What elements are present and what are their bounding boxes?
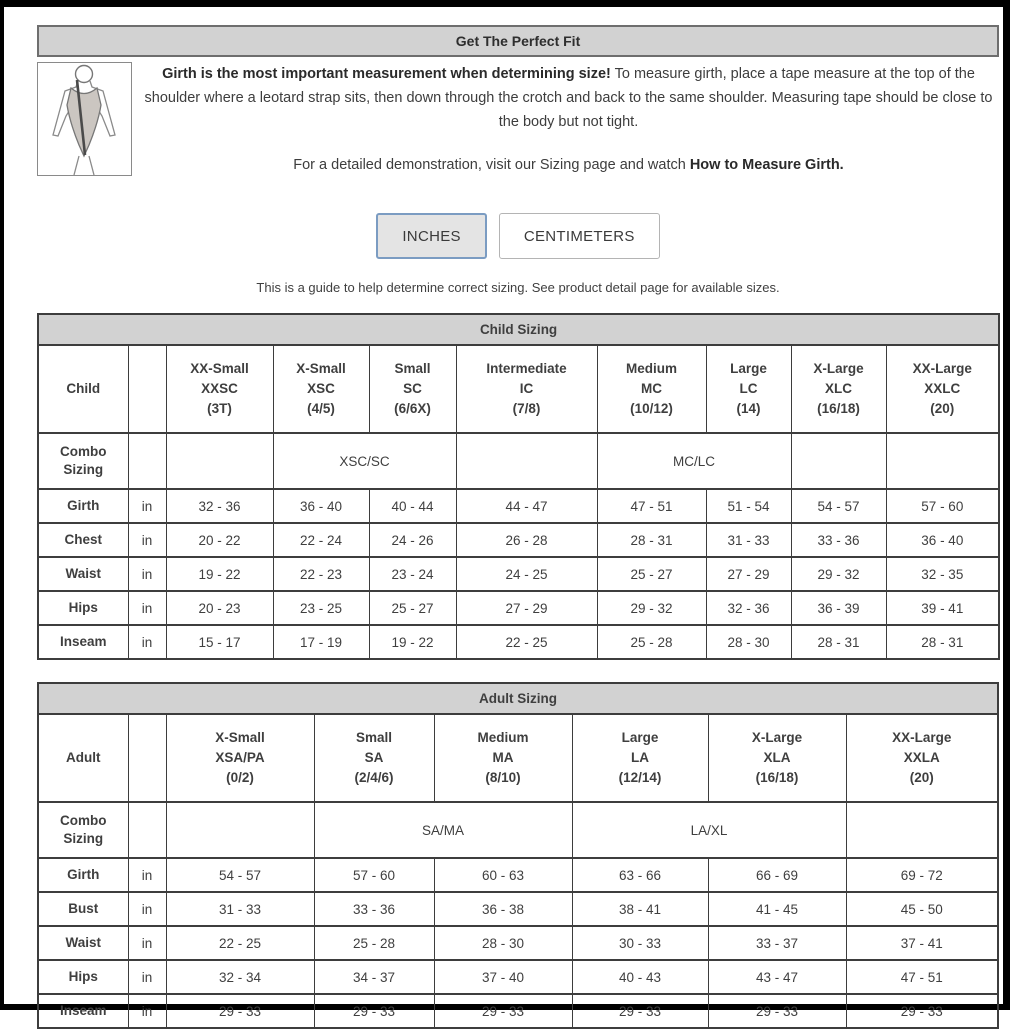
inches-button[interactable]: INCHES xyxy=(376,213,486,259)
unit-cell: in xyxy=(128,489,166,523)
demo-text: For a detailed demonstration, visit our Sizing page and watch xyxy=(293,157,690,173)
measurement-value: 20 - 22 xyxy=(166,523,273,557)
unit-toggle xyxy=(37,213,999,259)
measurement-value: 15 - 17 xyxy=(166,625,273,659)
measurement-label: Inseam xyxy=(38,625,128,659)
measurement-value: 32 - 35 xyxy=(886,557,999,591)
measurement-value: 47 - 51 xyxy=(597,489,706,523)
measurement-value: 29 - 33 xyxy=(314,994,434,1028)
measurement-value: 41 - 45 xyxy=(708,892,846,926)
combo-cell xyxy=(456,433,597,489)
measurement-value: 28 - 30 xyxy=(434,926,572,960)
measurement-value: 36 - 40 xyxy=(886,523,999,557)
measurement-value: 29 - 32 xyxy=(597,591,706,625)
size-column-header: XX-Small XXSC (3T) xyxy=(166,345,273,433)
measurement-value: 60 - 63 xyxy=(434,858,572,892)
size-column-header: X-Large XLA (16/18) xyxy=(708,714,846,802)
unit-cell: in xyxy=(128,858,166,892)
measurement-value: 22 - 25 xyxy=(456,625,597,659)
measurement-value: 25 - 28 xyxy=(314,926,434,960)
page-title-bar xyxy=(37,25,999,57)
measurement-value: 34 - 37 xyxy=(314,960,434,994)
combo-cell xyxy=(846,802,998,858)
measurement-label: Bust xyxy=(38,892,128,926)
combo-cell: SA/MA xyxy=(314,802,572,858)
page-title: Get The Perfect Fit xyxy=(455,33,581,49)
size-column-header: XX-Large XXLC (20) xyxy=(886,345,999,433)
demo-bold-text: How to Measure Girth. xyxy=(689,157,844,173)
measurement-value: 36 - 40 xyxy=(273,489,369,523)
combo-cell: LA/XL xyxy=(572,802,846,858)
size-column-header: Intermediate IC (7/8) xyxy=(456,345,597,433)
girth-lead-sentence: Girth is the most important measurement when determining size! xyxy=(162,66,611,82)
demo-line xyxy=(142,153,995,177)
measurement-value: 29 - 33 xyxy=(166,994,314,1028)
measurement-value: 38 - 41 xyxy=(572,892,708,926)
table-title: Adult Sizing xyxy=(38,683,998,714)
measurement-value: 25 - 27 xyxy=(369,591,456,625)
row-group-label: Adult xyxy=(38,714,128,802)
measurement-label: Girth xyxy=(38,858,128,892)
size-column-header: X-Small XSA/PA (0/2) xyxy=(166,714,314,802)
size-column-header: Large LC (14) xyxy=(706,345,791,433)
measurement-value: 25 - 28 xyxy=(597,625,706,659)
measurement-value: 28 - 30 xyxy=(706,625,791,659)
size-column-header: Medium MA (8/10) xyxy=(434,714,572,802)
measurement-label: Hips xyxy=(38,960,128,994)
measurement-value: 32 - 36 xyxy=(166,489,273,523)
measurement-value: 29 - 33 xyxy=(572,994,708,1028)
measurement-value: 24 - 25 xyxy=(456,557,597,591)
measurement-value: 29 - 33 xyxy=(846,994,998,1028)
combo-cell: MC/LC xyxy=(597,433,791,489)
measurement-value: 44 - 47 xyxy=(456,489,597,523)
measurement-value: 26 - 28 xyxy=(456,523,597,557)
adult-sizing-table xyxy=(37,682,999,1029)
measurement-value: 40 - 44 xyxy=(369,489,456,523)
measurement-value: 28 - 31 xyxy=(886,625,999,659)
measurement-value: 63 - 66 xyxy=(572,858,708,892)
measurement-value: 22 - 24 xyxy=(273,523,369,557)
combo-unit-cell xyxy=(128,433,166,489)
unit-cell: in xyxy=(128,591,166,625)
intro-text-column xyxy=(132,62,999,177)
measurement-value: 47 - 51 xyxy=(846,960,998,994)
girth-paragraph xyxy=(142,62,995,134)
measurement-value: 54 - 57 xyxy=(166,858,314,892)
child-sizing-table xyxy=(37,313,1000,660)
measurement-value: 31 - 33 xyxy=(706,523,791,557)
measurement-value: 33 - 36 xyxy=(314,892,434,926)
unit-cell: in xyxy=(128,892,166,926)
unit-cell: in xyxy=(128,960,166,994)
measurement-value: 57 - 60 xyxy=(886,489,999,523)
measurement-label: Waist xyxy=(38,926,128,960)
combo-cell xyxy=(886,433,999,489)
unit-header-cell xyxy=(128,345,166,433)
measurement-value: 29 - 33 xyxy=(708,994,846,1028)
measurement-value: 32 - 36 xyxy=(706,591,791,625)
measurement-label: Waist xyxy=(38,557,128,591)
measurement-value: 37 - 40 xyxy=(434,960,572,994)
measurement-value: 17 - 19 xyxy=(273,625,369,659)
measurement-label: Hips xyxy=(38,591,128,625)
measurement-value: 29 - 32 xyxy=(791,557,886,591)
measurement-value: 19 - 22 xyxy=(369,625,456,659)
measurement-value: 25 - 27 xyxy=(597,557,706,591)
centimeters-button[interactable]: CENTIMETERS xyxy=(499,213,660,259)
measurement-value: 27 - 29 xyxy=(456,591,597,625)
measurement-value: 23 - 24 xyxy=(369,557,456,591)
unit-header-cell xyxy=(128,714,166,802)
girth-instructions: To measure girth, place a tape measure at the top of the shoulder where a leotard strap sits, then down through the crotch and back to the same shoulder. Measuring tape should be close to the body but not tight. xyxy=(144,66,993,130)
measurement-value: 69 - 72 xyxy=(846,858,998,892)
measurement-value: 31 - 33 xyxy=(166,892,314,926)
unit-cell: in xyxy=(128,523,166,557)
measurement-value: 32 - 34 xyxy=(166,960,314,994)
measurement-value: 33 - 37 xyxy=(708,926,846,960)
unit-cell: in xyxy=(128,557,166,591)
combo-cell xyxy=(166,433,273,489)
combo-cell: XSC/SC xyxy=(273,433,456,489)
sizing-note: This is a guide to help determine correct sizing. See product detail page for available sizes. xyxy=(256,280,780,295)
measurement-value: 40 - 43 xyxy=(572,960,708,994)
measurement-label: Girth xyxy=(38,489,128,523)
size-column-header: Small SA (2/4/6) xyxy=(314,714,434,802)
measurement-value: 39 - 41 xyxy=(886,591,999,625)
unit-cell: in xyxy=(128,994,166,1028)
measurement-value: 57 - 60 xyxy=(314,858,434,892)
measurement-label: Chest xyxy=(38,523,128,557)
measurement-value: 51 - 54 xyxy=(706,489,791,523)
size-column-header: XX-Large XXLA (20) xyxy=(846,714,998,802)
size-column-header: Small SC (6/6X) xyxy=(369,345,456,433)
measurement-value: 37 - 41 xyxy=(846,926,998,960)
combo-cell xyxy=(791,433,886,489)
size-chart-page xyxy=(37,7,999,1029)
measurement-value: 54 - 57 xyxy=(791,489,886,523)
size-column-header: X-Large XLC (16/18) xyxy=(791,345,886,433)
measurement-value: 45 - 50 xyxy=(846,892,998,926)
measurement-value: 19 - 22 xyxy=(166,557,273,591)
combo-unit-cell xyxy=(128,802,166,858)
measurement-value: 22 - 23 xyxy=(273,557,369,591)
size-column-header: Large LA (12/14) xyxy=(572,714,708,802)
row-group-label: Child xyxy=(38,345,128,433)
measurement-value: 28 - 31 xyxy=(597,523,706,557)
measurement-label: Inseam xyxy=(38,994,128,1028)
girth-measurement-illustration xyxy=(37,62,132,176)
measurement-value: 20 - 23 xyxy=(166,591,273,625)
measurement-value: 29 - 33 xyxy=(434,994,572,1028)
measurement-value: 43 - 47 xyxy=(708,960,846,994)
size-column-header: Medium MC (10/12) xyxy=(597,345,706,433)
leotard-figure-icon xyxy=(38,63,131,175)
unit-cell: in xyxy=(128,926,166,960)
measurement-value: 36 - 39 xyxy=(791,591,886,625)
measurement-value: 66 - 69 xyxy=(708,858,846,892)
measurement-value: 33 - 36 xyxy=(791,523,886,557)
measurement-value: 24 - 26 xyxy=(369,523,456,557)
table-title: Child Sizing xyxy=(38,314,999,345)
measurement-value: 36 - 38 xyxy=(434,892,572,926)
measurement-value: 27 - 29 xyxy=(706,557,791,591)
measurement-value: 22 - 25 xyxy=(166,926,314,960)
combo-cell xyxy=(166,802,314,858)
measurement-value: 28 - 31 xyxy=(791,625,886,659)
unit-cell: in xyxy=(128,625,166,659)
size-column-header: X-Small XSC (4/5) xyxy=(273,345,369,433)
measurement-value: 23 - 25 xyxy=(273,591,369,625)
intro-section xyxy=(37,62,999,177)
combo-row-label: Combo Sizing xyxy=(38,802,128,858)
measurement-value: 30 - 33 xyxy=(572,926,708,960)
combo-row-label: Combo Sizing xyxy=(38,433,128,489)
